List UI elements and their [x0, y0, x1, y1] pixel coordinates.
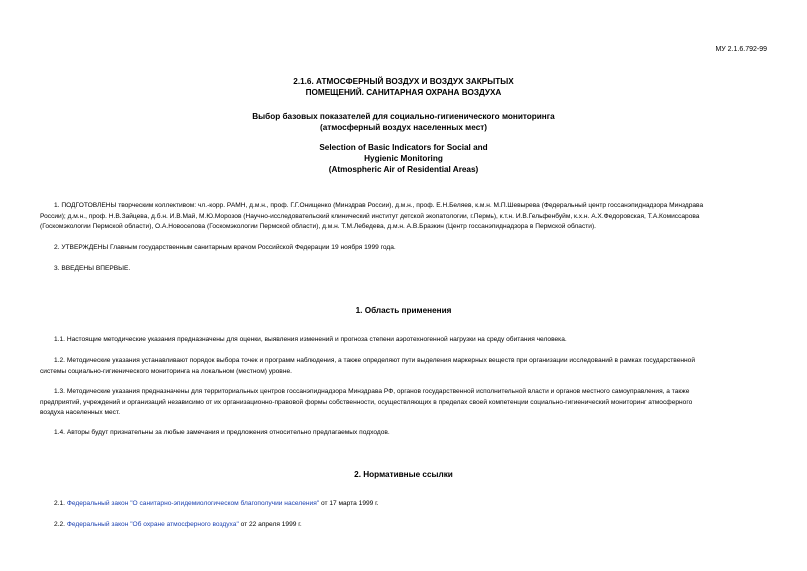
paragraph-text: 1.1. Настоящие методические указания предназначены для оценки, выявления изменений и прогноза степени аэротехногенной нагрузки на среду обитания человека. [54, 336, 567, 343]
russian-title [0, 111, 807, 133]
paragraph-text: 3. ВВЕДЕНЫ ВПЕРВЫЕ. [54, 265, 131, 272]
paragraph-line: (Госкомэкологии Пермской области), О.А.Новоселова (Госкомэкологии Пермской области), д.м.н. Т.М.Лебедева, д.м.н. А.В.Бразкин (Центр госсанэпиднадзора в Пермской области). [40, 223, 596, 230]
paragraph-text: 1.4. Авторы будут признательны за любые замечания и предложения относительно предлагаемых подходов. [54, 429, 390, 436]
reference-date: от 17 марта 1999 г. [319, 500, 379, 507]
paragraph-line: 1.3. Методические указания предназначены для территориальных центров госсанэпиднадзора Минздрава РФ, органов государственной исполнительной власти и органов местного самоуправления, а также [54, 388, 690, 395]
paragraph-1-4 [40, 428, 766, 439]
paragraph-2-2 [40, 520, 766, 531]
section-title-line: 2.1.6. АТМОСФЕРНЫЙ ВОЗДУХ И ВОЗДУХ ЗАКРЫТЫХ [293, 77, 514, 86]
section-1-heading: 1. Область применения [355, 306, 452, 315]
paragraph-line: системы социально-гигиенического мониторинга на локальном (местном) уровне. [40, 367, 292, 375]
law-link-sanitary[interactable]: Федеральный закон "О санитарно-эпидемиологическом благополучии населения" [66, 500, 320, 507]
law-link-air-protection[interactable]: Федеральный закон "Об охране атмосферного воздуха" [66, 521, 239, 528]
paragraph-1-1 [40, 335, 766, 346]
reference-date: от 22 апреля 1999 г. [238, 521, 302, 528]
english-title-line: Selection of Basic Indicators for Social and [319, 143, 488, 152]
paragraph-line: России); д.м.н., проф. Н.В.Зайцева, д.б.н. И.В.Май, М.Ю.Морозов (Научно-исследовательский клинический институт детской экопатологии, г.Пермь), к.т.н. И.В.Гельфенбуйм, к.х.н. А.Х.Федоровская, Т.А.Комиссарова [40, 212, 700, 220]
paragraph-1-2 [40, 356, 766, 377]
paragraph-line: воздуха населенных мест. [40, 409, 121, 416]
reference-number: 2.1. [54, 500, 67, 507]
paragraph-1-3 [40, 387, 766, 419]
paragraph-line: 1.2. Методические указания устанавливают порядок выбора точек и программ наблюдения, а также определяют пути выделения маркерных веществ при организации исследований в рамках государственной [54, 357, 696, 364]
paragraph-2-1 [40, 499, 766, 510]
section-title [0, 76, 807, 98]
russian-title-line: (атмосферный воздух населенных мест) [320, 123, 487, 132]
section-2-heading: 2. Нормативные ссылки [354, 470, 453, 479]
paragraph-text: 2. УТВЕРЖДЕНЫ Главным государственным санитарным врачом Российской Федерации 19 ноября 1999 года. [54, 244, 396, 251]
reference-number: 2.2. [54, 521, 67, 528]
document-code: МУ 2.1.6.792-99 [715, 46, 767, 53]
english-title-line: (Atmospheric Air of Residential Areas) [328, 165, 479, 174]
introduced-paragraph [40, 264, 766, 275]
approved-paragraph [40, 243, 766, 254]
paragraph-line: предприятий, учреждений и организаций независимо от их организационно-правовой формы собственности, осуществляющих в пределах своей компетенции социально-гигиенический мониторинг атмосферного [40, 398, 693, 406]
paragraph-line: 1. ПОДГОТОВЛЕНЫ творческим коллективом: чл.-корр. РАМН, д.м.н., проф. Г.Г.Онищенко (Минздрав России), д.м.н., проф. Е.Н.Беляев, к.м.н. М.П.Шевырева (Федеральный центр госсанэпиднадзора Минздрава [54, 202, 704, 209]
section-title-line: ПОМЕЩЕНИЙ. САНИТАРНАЯ ОХРАНА ВОЗДУХА [305, 88, 502, 97]
prepared-by-paragraph [40, 201, 766, 233]
russian-title-line: Выбор базовых показателей для социально-гигиенического мониторинга [252, 112, 555, 121]
english-title [0, 142, 807, 175]
english-title-line: Hygienic Monitoring [364, 154, 443, 163]
